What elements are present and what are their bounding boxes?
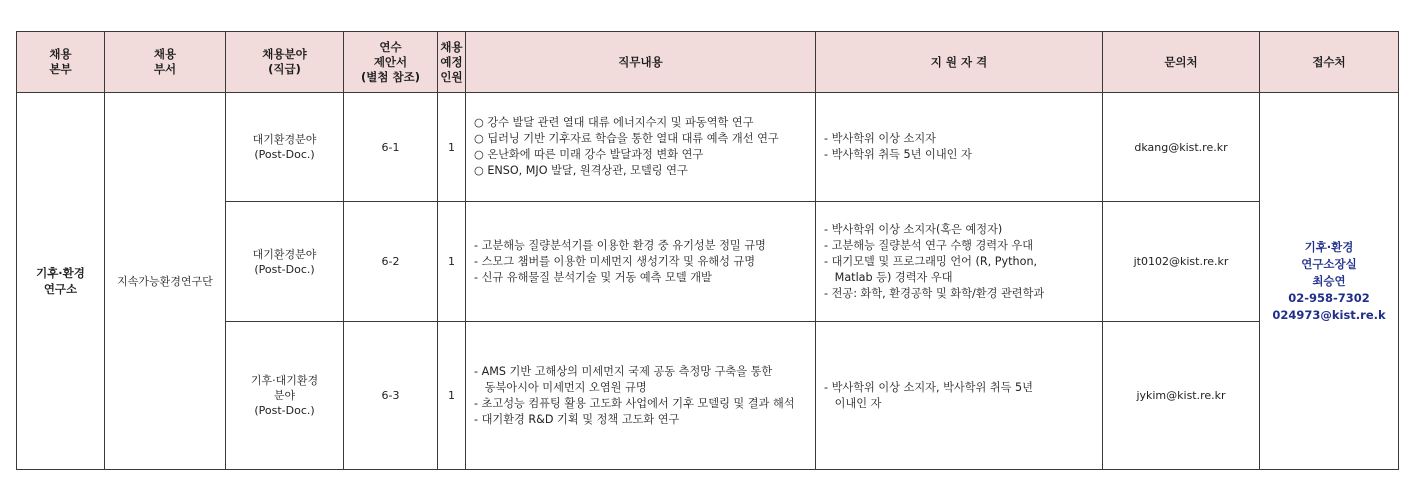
field-cell xyxy=(226,322,344,470)
text-line: - 고분해능 질량분석기를 이용한 환경 중 유기성분 정밀 규명 xyxy=(474,238,766,252)
duties-cell xyxy=(466,322,816,470)
qualifications-cell xyxy=(816,93,1103,202)
text-line: 예정 xyxy=(440,54,463,69)
header-department xyxy=(105,32,226,93)
table-row xyxy=(17,93,1399,202)
text-line: - 박사학위 취득 5년 이내인 자 xyxy=(824,148,972,161)
contact-email[interactable]: jykim@kist.re.kr xyxy=(1103,322,1260,470)
header-row xyxy=(17,32,1399,93)
header-contact: 문의처 xyxy=(1103,32,1260,93)
text-line: - 박사학위 이상 소지자(혹은 예정자) xyxy=(824,222,1003,236)
text-line: 기후·환경 xyxy=(1304,239,1354,254)
recruitment-table xyxy=(16,31,1399,470)
text-line: 제안서 xyxy=(373,54,408,69)
text-line: 채용 xyxy=(440,39,463,54)
headcount-cell: 1 xyxy=(438,93,466,202)
text-line: 인원 xyxy=(440,69,463,84)
qualifications-cell xyxy=(816,322,1103,470)
text-line: ○ 강수 발달 관련 열대 대류 에너지수지 및 파동역학 연구 xyxy=(474,116,754,129)
duties-cell xyxy=(466,202,816,322)
text-line: 본부 xyxy=(49,62,72,76)
text-line: 부서 xyxy=(153,62,177,76)
text-line: ○ 딥러닝 기반 기후자료 학습을 통한 열대 대류 예측 개선 연구 xyxy=(474,132,779,145)
text-line: - 박사학위 이상 소지자 xyxy=(824,132,936,145)
header-receipt: 접수처 xyxy=(1260,32,1399,93)
proposal-cell: 6-3 xyxy=(344,322,438,470)
header-duties: 직무내용 xyxy=(466,32,816,93)
text-line: 대기환경분야 xyxy=(252,247,317,261)
text-line: (별첨 참조) xyxy=(361,69,420,84)
text-line: 연수 xyxy=(379,39,402,54)
text-line: - 신규 유해물질 분석기술 및 거동 예측 모델 개발 xyxy=(474,270,712,284)
text-line: 024973@kist.re.k xyxy=(1272,307,1386,322)
text-line: - 대기환경 R&D 기획 및 정책 고도화 연구 xyxy=(474,412,680,426)
headcount-cell: 1 xyxy=(438,322,466,470)
header-division xyxy=(17,32,105,93)
text-line: - 대기모델 및 프로그래밍 언어 (R, Python, xyxy=(824,254,1038,268)
text-line: 기후·환경 xyxy=(36,266,85,280)
receipt-cell xyxy=(1260,93,1399,470)
text-line: - 스모그 챔버를 이용한 미세먼지 생성기작 및 유해성 규명 xyxy=(474,254,756,268)
division-cell xyxy=(17,93,105,470)
qualifications-cell xyxy=(816,202,1103,322)
text-line: 채용 xyxy=(153,47,177,61)
text-line: 연구소 xyxy=(43,282,78,296)
text-line: - 박사학위 이상 소지자, 박사학위 취득 5년 xyxy=(824,380,1033,394)
text-line: 연구소장실 xyxy=(1301,256,1357,271)
text-line: ○ 온난화에 따른 미래 강수 발달과정 변화 연구 xyxy=(474,148,704,161)
duties-cell xyxy=(466,93,816,202)
text-line: 동북아시아 미세먼지 오염원 규명 xyxy=(474,380,647,394)
department-cell: 지속가능환경연구단 xyxy=(105,93,226,470)
text-line: (Post-Doc.) xyxy=(254,404,315,417)
text-line: 채용 xyxy=(49,47,72,61)
header-qualifications: 지 원 자 격 xyxy=(816,32,1103,93)
text-line: 최승연 xyxy=(1312,273,1346,288)
text-line: (Post-Doc.) xyxy=(254,262,315,276)
field-cell xyxy=(226,93,344,202)
field-cell xyxy=(226,202,344,322)
header-headcount xyxy=(438,32,466,93)
header-field xyxy=(226,32,344,93)
contact-email[interactable]: dkang@kist.re.kr xyxy=(1103,93,1260,202)
header-proposal xyxy=(344,32,438,93)
text-line: 분야 xyxy=(273,389,296,402)
proposal-cell: 6-1 xyxy=(344,93,438,202)
text-line: (직급) xyxy=(268,62,301,76)
text-line: ○ ENSO, MJO 발달, 원격상관, 모델링 연구 xyxy=(474,164,688,177)
text-line: - 고분해능 질량분석 연구 수행 경력자 우대 xyxy=(824,238,1034,252)
text-line: 02-958-7302 xyxy=(1288,290,1370,305)
text-line: 대기환경분야 xyxy=(252,133,317,146)
text-line: 채용분야 xyxy=(262,47,307,61)
text-line: 이내인 자 xyxy=(824,396,882,410)
text-line: Matlab 등) 경력자 우대 xyxy=(824,270,953,284)
text-line: - 초고성능 컴퓨팅 활용 고도화 사업에서 기후 모델링 및 결과 해석 xyxy=(474,396,795,410)
text-line: 기후·대기환경 xyxy=(250,374,319,387)
headcount-cell: 1 xyxy=(438,202,466,322)
proposal-cell: 6-2 xyxy=(344,202,438,322)
text-line: - AMS 기반 고해상의 미세먼지 국제 공동 측정망 구축을 통한 xyxy=(474,364,773,378)
text-line: - 전공: 화학, 환경공학 및 화학/환경 관련학과 xyxy=(824,286,1045,300)
contact-email[interactable]: jt0102@kist.re.kr xyxy=(1103,202,1260,322)
text-line: (Post-Doc.) xyxy=(254,148,315,161)
